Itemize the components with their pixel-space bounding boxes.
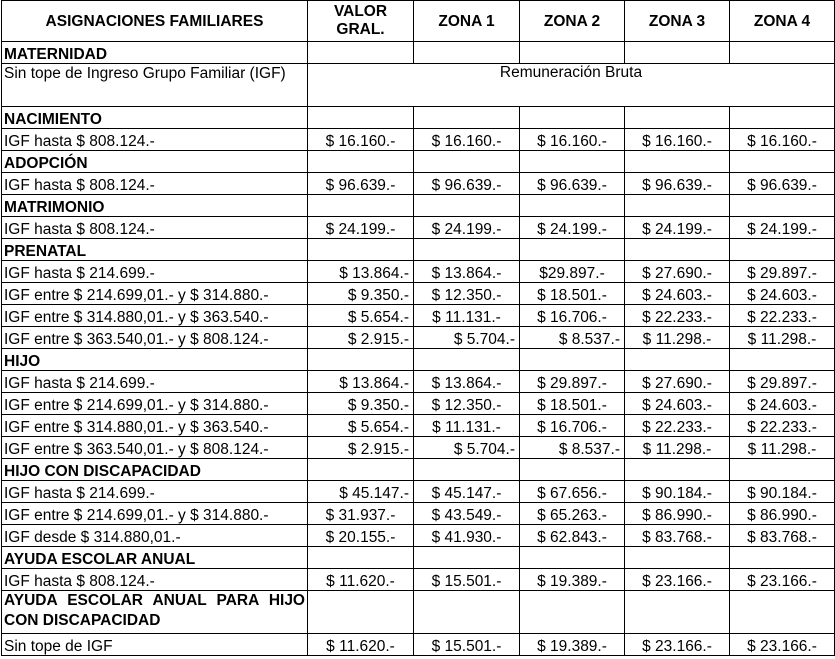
cell-zona-1: $ 13.864.-	[414, 261, 520, 283]
cell-zona-4: $ 11.298.-	[730, 437, 835, 459]
cell-zona-2: $ 8.537.-	[520, 327, 625, 349]
cell-zona-2: $29.897.-	[520, 261, 625, 283]
table-row	[2, 503, 835, 525]
cell-zona-4: $ 22.233.-	[730, 305, 835, 327]
empty-cell	[730, 195, 835, 217]
row-label: IGF hasta $ 808.124.-	[2, 129, 308, 151]
empty-cell	[520, 151, 625, 173]
header-zona-3: ZONA 3	[625, 1, 730, 42]
cell-zona-3: $ 16.160.-	[625, 129, 730, 151]
table-row	[2, 173, 835, 195]
cell-zona-4: $ 86.990.-	[730, 503, 835, 525]
cell-zona-3: $ 86.990.-	[625, 503, 730, 525]
section-title-ayuda-escolar-discapacidad: AYUDA ESCOLAR ANUAL PARA HIJO CON DISCAPACIDAD	[2, 591, 308, 634]
cell-zona-1: $ 12.350.-	[414, 393, 520, 415]
cell-valor-gral: $ 11.620.-	[308, 634, 414, 656]
empty-cell	[625, 151, 730, 173]
section-title-hijo-discapacidad: HIJO CON DISCAPACIDAD	[2, 459, 308, 481]
empty-cell	[730, 547, 835, 569]
cell-zona-2: $ 24.199.-	[520, 217, 625, 239]
row-label: IGF hasta $ 214.699.-	[2, 481, 308, 503]
section-row	[2, 547, 835, 569]
maternidad-value: Remuneración Bruta	[308, 64, 835, 107]
empty-cell	[625, 42, 730, 64]
cell-zona-3: $ 23.166.-	[625, 634, 730, 656]
empty-cell	[308, 107, 414, 129]
empty-cell	[414, 195, 520, 217]
cell-zona-1: $ 24.199.-	[414, 217, 520, 239]
cell-zona-2: $ 16.160.-	[520, 129, 625, 151]
cell-valor-gral: $ 2.915.-	[308, 437, 414, 459]
table-row	[2, 525, 835, 547]
section-row	[2, 349, 835, 371]
table-row	[2, 305, 835, 327]
cell-valor-gral: $ 13.864.-	[308, 261, 414, 283]
cell-zona-1: $ 11.131.-	[414, 305, 520, 327]
row-label: IGF desde $ 314.880,01.-	[2, 525, 308, 547]
table-row	[2, 437, 835, 459]
empty-cell	[625, 195, 730, 217]
row-label: IGF entre $ 314.880,01.- y $ 363.540.-	[2, 305, 308, 327]
section-row	[2, 591, 835, 634]
cell-zona-1: $ 15.501.-	[414, 634, 520, 656]
empty-cell	[520, 547, 625, 569]
cell-zona-2: $ 8.537.-	[520, 437, 625, 459]
cell-valor-gral: $ 11.620.-	[308, 569, 414, 591]
cell-zona-4: $ 23.166.-	[730, 569, 835, 591]
cell-zona-4: $ 24.603.-	[730, 283, 835, 305]
empty-cell	[414, 107, 520, 129]
empty-cell	[625, 459, 730, 481]
section-title-prenatal: PRENATAL	[2, 239, 308, 261]
section-row	[2, 107, 835, 129]
empty-cell	[625, 107, 730, 129]
cell-valor-gral: $ 96.639.-	[308, 173, 414, 195]
cell-zona-4: $ 29.897.-	[730, 371, 835, 393]
empty-cell	[520, 459, 625, 481]
empty-cell	[308, 42, 414, 64]
header-zona-1: ZONA 1	[414, 1, 520, 42]
empty-cell	[625, 547, 730, 569]
table-row	[2, 129, 835, 151]
cell-zona-3: $ 27.690.-	[625, 261, 730, 283]
empty-cell	[520, 591, 625, 634]
empty-cell	[414, 42, 520, 64]
header-zona-4: ZONA 4	[730, 1, 835, 42]
section-title-matrimonio: MATRIMONIO	[2, 195, 308, 217]
cell-zona-2: $ 29.897.-	[520, 371, 625, 393]
cell-zona-4: $ 90.184.-	[730, 481, 835, 503]
section-row	[2, 151, 835, 173]
row-label: IGF hasta $ 808.124.-	[2, 569, 308, 591]
row-label: IGF entre $ 314.880,01.- y $ 363.540.-	[2, 415, 308, 437]
row-label: IGF hasta $ 808.124.-	[2, 217, 308, 239]
cell-zona-2: $ 16.706.-	[520, 305, 625, 327]
asignaciones-table	[1, 0, 835, 656]
table-row	[2, 569, 835, 591]
cell-zona-3: $ 22.233.-	[625, 305, 730, 327]
cell-valor-gral: $ 45.147.-	[308, 481, 414, 503]
empty-cell	[520, 42, 625, 64]
empty-cell	[308, 151, 414, 173]
cell-valor-gral: $ 2.915.-	[308, 327, 414, 349]
cell-zona-1: $ 16.160.-	[414, 129, 520, 151]
cell-zona-1: $ 96.639.-	[414, 173, 520, 195]
row-label: IGF entre $ 214.699,01.- y $ 314.880.-	[2, 503, 308, 525]
table-row	[2, 634, 835, 656]
cell-zona-3: $ 24.603.-	[625, 393, 730, 415]
cell-zona-2: $ 62.843.-	[520, 525, 625, 547]
table-row	[2, 283, 835, 305]
empty-cell	[730, 151, 835, 173]
row-label: IGF entre $ 363.540,01.- y $ 808.124.-	[2, 327, 308, 349]
section-row	[2, 42, 835, 64]
empty-cell	[520, 349, 625, 371]
cell-valor-gral: $ 16.160.-	[308, 129, 414, 151]
table-row	[2, 481, 835, 503]
cell-zona-2: $ 19.389.-	[520, 569, 625, 591]
cell-valor-gral: $ 24.199.-	[308, 217, 414, 239]
cell-zona-3: $ 11.298.-	[625, 327, 730, 349]
cell-zona-1: $ 5.704.-	[414, 327, 520, 349]
cell-zona-2: $ 18.501.-	[520, 393, 625, 415]
cell-zona-1: $ 43.549.-	[414, 503, 520, 525]
cell-valor-gral: $ 31.937.-	[308, 503, 414, 525]
header-zona-2: ZONA 2	[520, 1, 625, 42]
section-title-nacimiento: NACIMIENTO	[2, 107, 308, 129]
table-row	[2, 261, 835, 283]
cell-zona-1: $ 41.930.-	[414, 525, 520, 547]
empty-cell	[730, 107, 835, 129]
empty-cell	[308, 239, 414, 261]
header-valor-gral	[308, 1, 414, 42]
cell-valor-gral: $ 5.654.-	[308, 305, 414, 327]
cell-zona-2: $ 19.389.-	[520, 634, 625, 656]
cell-zona-4: $ 29.897.-	[730, 261, 835, 283]
table-row	[2, 327, 835, 349]
row-label: IGF entre $ 214.699,01.- y $ 314.880.-	[2, 283, 308, 305]
section-row	[2, 239, 835, 261]
empty-cell	[625, 239, 730, 261]
cell-zona-1: $ 12.350.-	[414, 283, 520, 305]
empty-cell	[730, 239, 835, 261]
cell-zona-3: $ 83.768.-	[625, 525, 730, 547]
cell-zona-4: $ 24.603.-	[730, 393, 835, 415]
empty-cell	[414, 591, 520, 634]
cell-zona-3: $ 23.166.-	[625, 569, 730, 591]
empty-cell	[414, 151, 520, 173]
empty-cell	[308, 547, 414, 569]
row-label: Sin tope de IGF	[2, 634, 308, 656]
cell-valor-gral: $ 13.864.-	[308, 371, 414, 393]
section-title-maternidad: MATERNIDAD	[2, 42, 308, 64]
cell-zona-3: $ 11.298.-	[625, 437, 730, 459]
cell-zona-4: $ 11.298.-	[730, 327, 835, 349]
empty-cell	[520, 195, 625, 217]
cell-zona-3: $ 27.690.-	[625, 371, 730, 393]
cell-zona-4: $ 83.768.-	[730, 525, 835, 547]
section-title-adopcion: ADOPCIÓN	[2, 151, 308, 173]
cell-zona-2: $ 65.263.-	[520, 503, 625, 525]
cell-zona-3: $ 22.233.-	[625, 415, 730, 437]
empty-cell	[625, 591, 730, 634]
table-row	[2, 371, 835, 393]
empty-cell	[730, 42, 835, 64]
cell-zona-4: $ 24.199.-	[730, 217, 835, 239]
table-row	[2, 64, 835, 107]
cell-zona-3: $ 24.603.-	[625, 283, 730, 305]
empty-cell	[414, 547, 520, 569]
row-label: IGF entre $ 363.540,01.- y $ 808.124.-	[2, 437, 308, 459]
cell-zona-4: $ 96.639.-	[730, 173, 835, 195]
empty-cell	[414, 459, 520, 481]
table-row	[2, 217, 835, 239]
cell-zona-4: $ 23.166.-	[730, 634, 835, 656]
row-label: IGF hasta $ 808.124.-	[2, 173, 308, 195]
cell-zona-2: $ 18.501.-	[520, 283, 625, 305]
empty-cell	[414, 239, 520, 261]
header-asignaciones: ASIGNACIONES FAMILIARES	[2, 1, 308, 42]
cell-zona-3: $ 90.184.-	[625, 481, 730, 503]
empty-cell	[308, 349, 414, 371]
empty-cell	[414, 349, 520, 371]
header-row	[2, 1, 835, 42]
row-label-maternidad: Sin tope de Ingreso Grupo Familiar (IGF)	[2, 64, 308, 107]
cell-zona-2: $ 67.656.-	[520, 481, 625, 503]
empty-cell	[730, 349, 835, 371]
section-title-ayuda-escolar: AYUDA ESCOLAR ANUAL	[2, 547, 308, 569]
cell-zona-1: $ 11.131.-	[414, 415, 520, 437]
cell-zona-1: $ 45.147.-	[414, 481, 520, 503]
empty-cell	[520, 107, 625, 129]
empty-cell	[625, 349, 730, 371]
row-label: IGF hasta $ 214.699.-	[2, 261, 308, 283]
empty-cell	[308, 195, 414, 217]
empty-cell	[520, 239, 625, 261]
cell-valor-gral: $ 9.350.-	[308, 393, 414, 415]
cell-zona-3: $ 96.639.-	[625, 173, 730, 195]
cell-valor-gral: $ 9.350.-	[308, 283, 414, 305]
empty-cell	[308, 459, 414, 481]
header-valor-gral-text: VALOR GRAL.	[333, 3, 388, 38]
cell-zona-1: $ 15.501.-	[414, 569, 520, 591]
table-row	[2, 393, 835, 415]
section-title-hijo: HIJO	[2, 349, 308, 371]
cell-zona-3: $ 24.199.-	[625, 217, 730, 239]
cell-valor-gral: $ 20.155.-	[308, 525, 414, 547]
cell-zona-1: $ 5.704.-	[414, 437, 520, 459]
cell-zona-2: $ 96.639.-	[520, 173, 625, 195]
empty-cell	[730, 591, 835, 634]
cell-zona-4: $ 22.233.-	[730, 415, 835, 437]
section-row	[2, 459, 835, 481]
empty-cell	[730, 459, 835, 481]
row-label: IGF entre $ 214.699,01.- y $ 314.880.-	[2, 393, 308, 415]
cell-zona-2: $ 16.706.-	[520, 415, 625, 437]
cell-zona-4: $ 16.160.-	[730, 129, 835, 151]
cell-zona-1: $ 13.864.-	[414, 371, 520, 393]
cell-valor-gral: $ 5.654.-	[308, 415, 414, 437]
row-label: IGF hasta $ 214.699.-	[2, 371, 308, 393]
empty-cell	[308, 591, 414, 634]
table-row	[2, 415, 835, 437]
section-row	[2, 195, 835, 217]
